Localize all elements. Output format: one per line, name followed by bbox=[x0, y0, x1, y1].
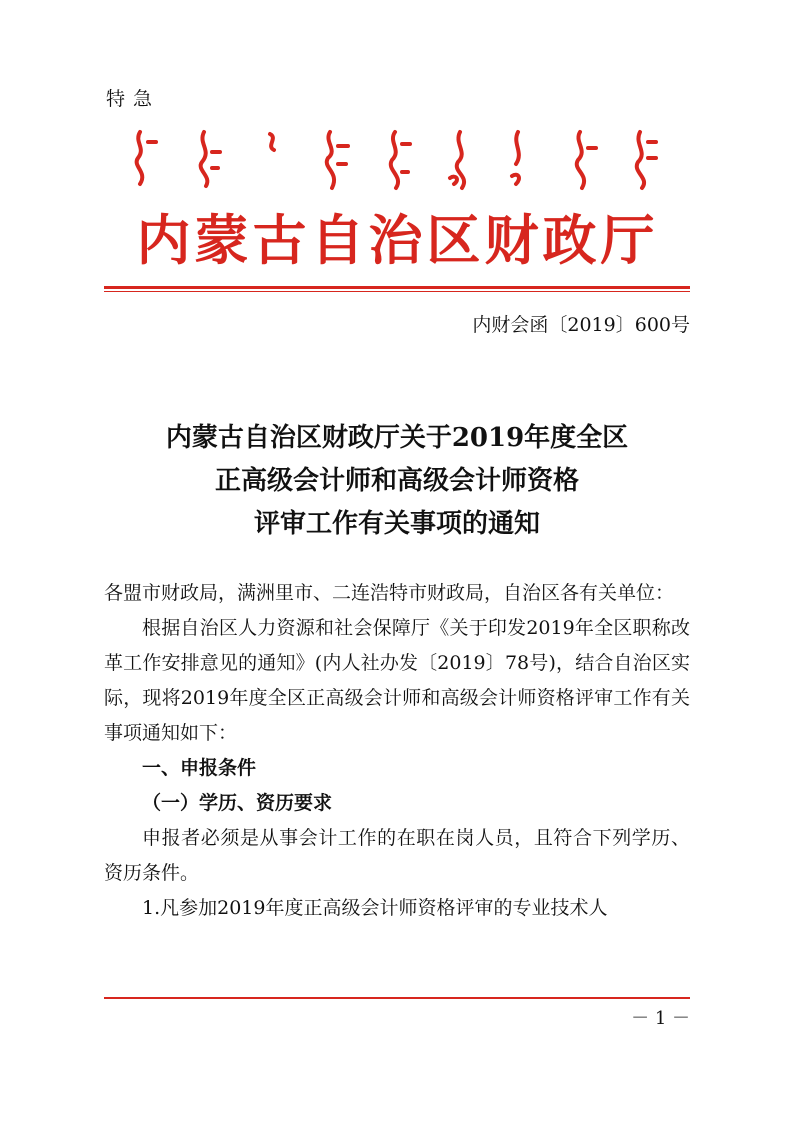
title-line-1: 内蒙古自治区财政厅关于2019年度全区 bbox=[165, 423, 629, 453]
title-line-3: 评审工作有关事项的通知 bbox=[253, 509, 540, 539]
document-number: 内财会函〔2019〕600号 bbox=[472, 314, 690, 336]
header-divider-thick bbox=[104, 286, 690, 289]
subsection-heading: （一）学历、资历要求 bbox=[142, 792, 333, 814]
urgency-mark: 特急 bbox=[106, 88, 161, 110]
body-paragraph: 1.凡参加2019年度正高级会计师资格评审的专业技术人 bbox=[142, 897, 608, 919]
section-heading: 一、申报条件 bbox=[142, 757, 257, 779]
mongolian-script-logo bbox=[120, 128, 680, 192]
recipients: 各盟市财政局，满洲里市、二连浩特市财政局，自治区各有关单位： bbox=[104, 582, 675, 604]
footer-divider bbox=[104, 997, 690, 999]
issuing-organization-title: 内蒙古自治区财政厅 bbox=[136, 208, 659, 272]
title-line-2: 正高级会计师和高级会计师资格 bbox=[214, 466, 579, 496]
body-paragraph: 根据自治区人力资源和社会保障厅《关于印发2019年全区职称改革工作安排意见的通知》(内人社办发〔2019〕78号)，结合自治区实际，现将2019年度全区正高级会计师和高级会计师资格评审工作有关事项通知如下： bbox=[104, 617, 690, 744]
document-body bbox=[104, 576, 690, 926]
page-number: － 1 － bbox=[631, 1008, 690, 1029]
document-title bbox=[104, 417, 690, 546]
header-divider-thin bbox=[104, 291, 690, 292]
body-paragraph: 申报者必须是从事会计工作的在职在岗人员，且符合下列学历、资历条件。 bbox=[104, 827, 690, 884]
